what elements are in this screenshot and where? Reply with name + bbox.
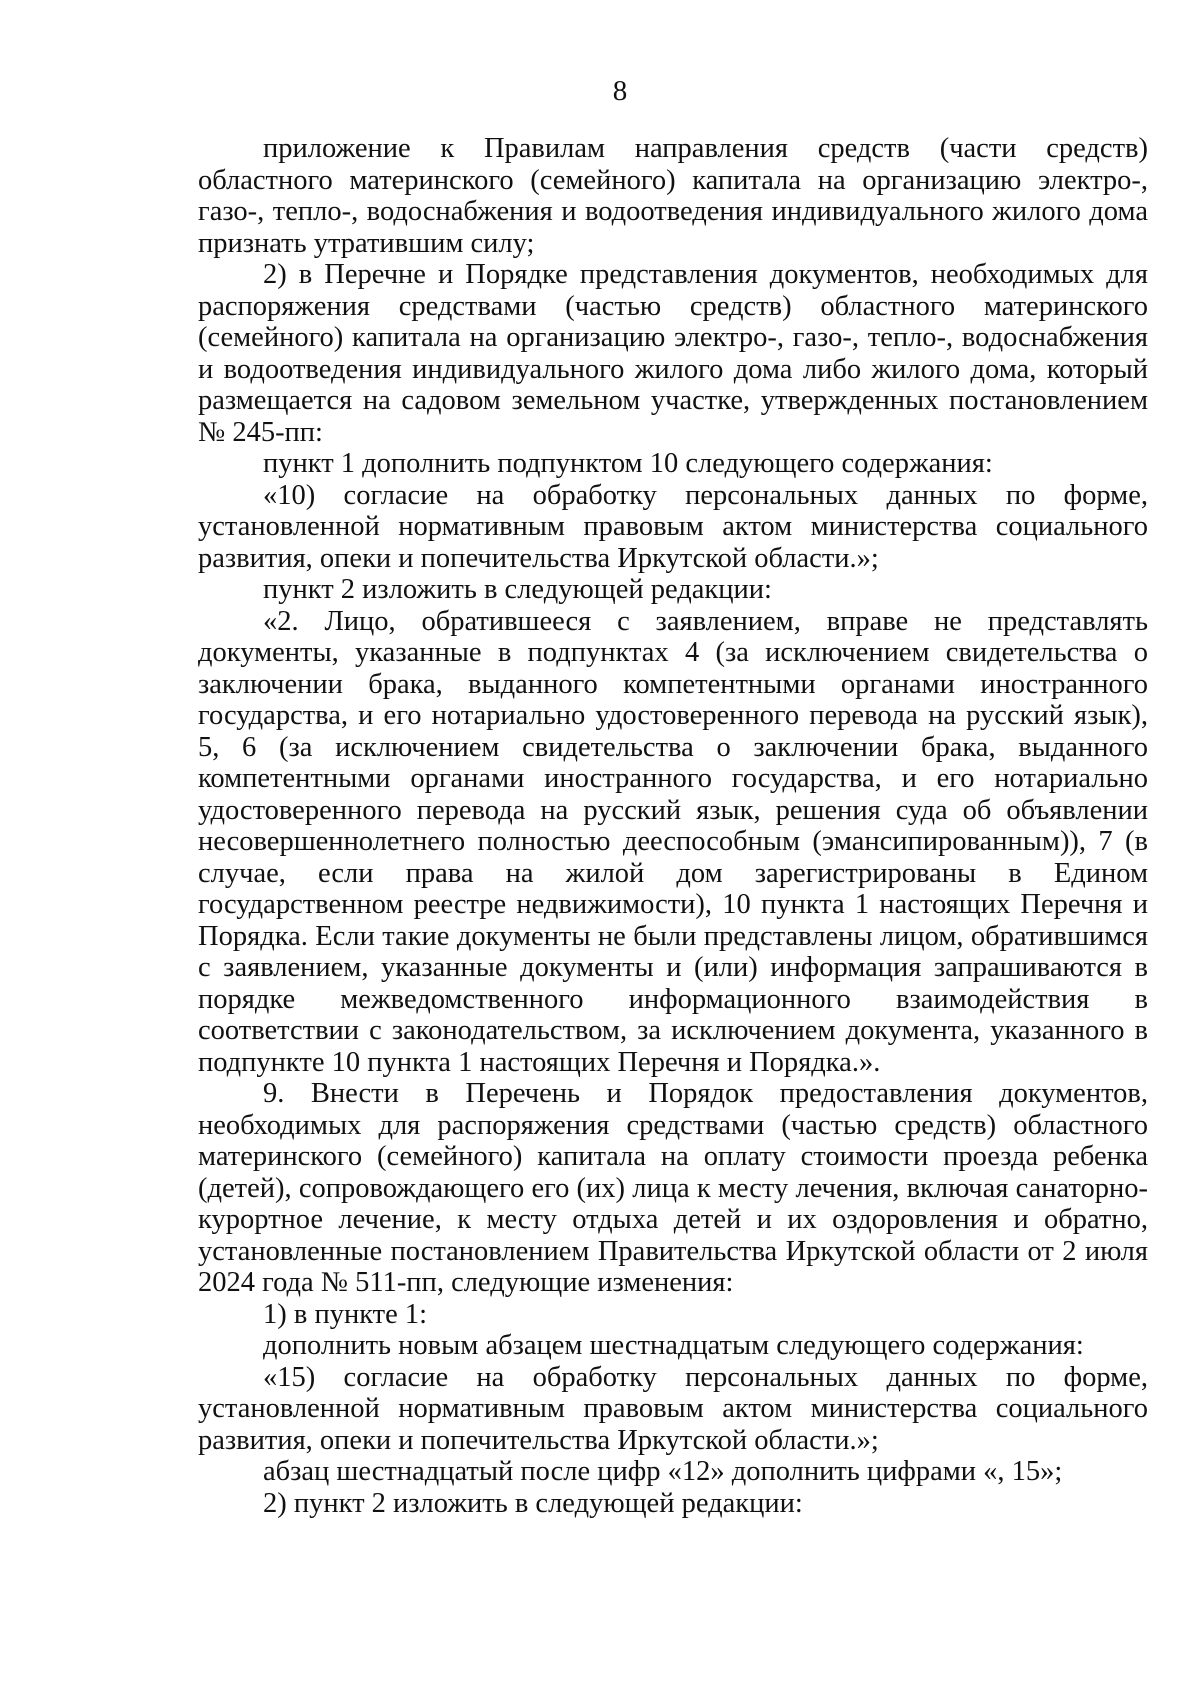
- paragraph: 2) пункт 2 изложить в следующей редакции:: [263, 1487, 803, 1519]
- paragraph: абзац шестнадцатый после цифр «12» дополнить цифрами «, 15»;: [263, 1456, 1063, 1487]
- paragraph: «10) согласие на обработку персональных данных по форме, установленной нормативным правовым актом министерства социального развития, опеки и попечительства Иркутской области.»;: [198, 479, 1148, 574]
- paragraph: пункт 2 изложить в следующей редакции:: [263, 574, 772, 605]
- paragraph: дополнить новым абзацем шестнадцатым следующего содержания:: [263, 1330, 1084, 1361]
- paragraph: «2. Лицо, обратившееся с заявлением, вправе не представлять документы, указанные в подпунктах 4 (за исключением свидетельства о заключении брака, выданного компетентными органами иностранного государства, и его нотариально удостоверенного перевода на русский язык), 5, 6 (за исключением свидетельства о заключении брака, выданного компетентными органами иностранного государства, и его нотариально удостоверенного перевода на русский язык, решения суда об объявлении несовершеннолетнего полностью дееспособным (эмансипированным)), 7 (в случае, если права на жилой дом зарегистрированы в Едином государственном реестре недвижимости), 10 пункта 1 настоящих Перечня и Порядка. Если такие документы не были представлены лицом, обратившимся с заявлением, указанные документы и (или) информация запрашиваются в порядке межведомственного информационного взаимодействия в соответствии с законодательством, за исключением документа, указанного в подпункте 10 пункта 1 настоящих Перечня и Порядка.».: [198, 605, 1148, 1078]
- paragraph: 1) в пункте 1:: [263, 1298, 428, 1330]
- page-number: 8: [612, 75, 628, 107]
- paragraph: пункт 1 дополнить подпунктом 10 следующего содержания:: [263, 448, 993, 479]
- paragraph: приложение к Правилам направления средств (части средств) областного материнского (семейного) капитала на организацию электро-, газо-, тепло-, водоснабжения и водоотведения индивидуального жилого дома признать утратившим силу;: [198, 133, 1148, 259]
- paragraph: 9. Внести в Перечень и Порядок предоставления документов, необходимых для распоряжения средствами (частью средств) областного материнского (семейного) капитала на оплату стоимости проезда ребенка (детей), сопровождающего его (их) лица к месту лечения, включая санаторно-курортное лечение, к месту отдыха детей и их оздоровления и обратно, установленные постановлением Правительства Иркутской области от 2 июля 2024 года № 511-пп, следующие изменения:: [198, 1078, 1148, 1298]
- document-body: [198, 133, 1148, 1519]
- paragraph: «15) согласие на обработку персональных данных по форме, установленной нормативным правовым актом министерства социального развития, опеки и попечительства Иркутской области.»;: [198, 1361, 1148, 1456]
- paragraph: 2) в Перечне и Порядке представления документов, необходимых для распоряжения средствами (частью средств) областного материнского (семейного) капитала на организацию электро-, газо-, тепло-, водоснабжения и водоотведения индивидуального жилого дома либо жилого дома, который размещается на садовом земельном участке, утвержденных постановлением № 245-пп:: [198, 259, 1148, 448]
